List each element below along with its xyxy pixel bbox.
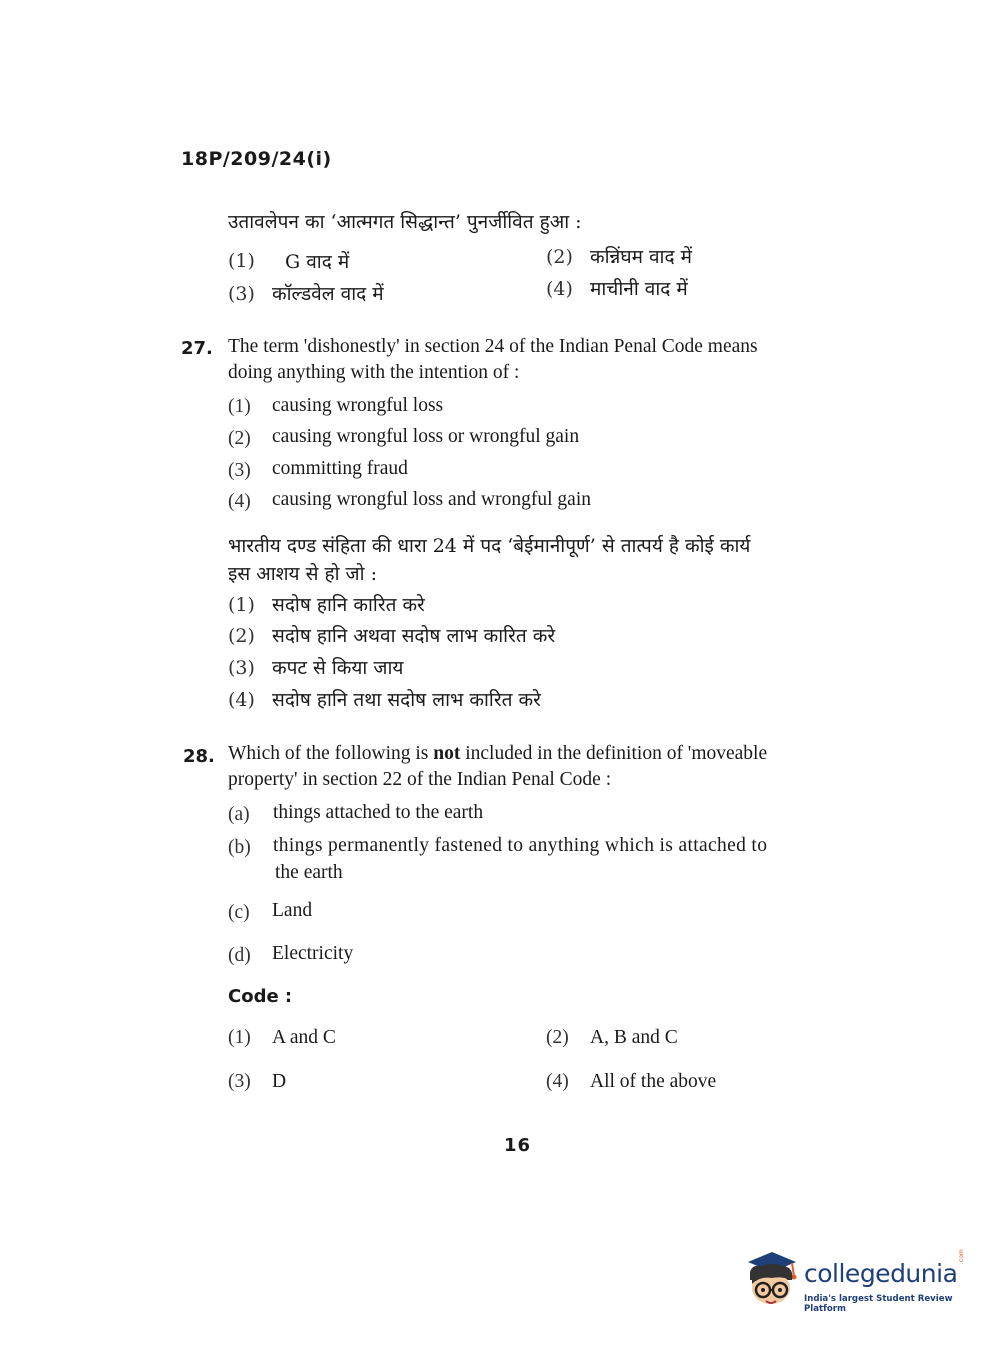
q28-item-b-line2: the earth	[275, 862, 343, 883]
q28-item-text: Electricity	[272, 943, 354, 964]
q28-option-text: All of the above	[590, 1071, 717, 1092]
q27-hindi-option-text: सदोष हानि अथवा सदोष लाभ कारित करे	[272, 625, 556, 647]
q27-number: 27.	[181, 338, 213, 359]
q28-stem-line2: property' in section 22 of the Indian Penal Code :	[228, 769, 612, 790]
q28-option-number: (1)	[228, 1027, 251, 1048]
q26-option-number: (4)	[546, 278, 573, 300]
q28-option-number: (2)	[546, 1027, 569, 1048]
q28-item-letter: (d)	[228, 945, 251, 966]
q28-stem-bold: not	[433, 743, 461, 764]
mascot-icon	[742, 1250, 802, 1310]
paper-code: 18P/209/24(i)	[181, 148, 332, 170]
q28-number: 28.	[183, 746, 215, 767]
q27-option-text: causing wrongful loss	[272, 395, 444, 416]
q28-option-number: (3)	[228, 1071, 251, 1092]
q27-option-text: causing wrongful loss and wrongful gain	[272, 489, 591, 510]
q27-hindi-option-text: कपट से किया जाय	[272, 657, 404, 679]
q28-option-text: D	[272, 1071, 287, 1092]
brand-tagline: India's largest Student Review Platform	[804, 1294, 953, 1314]
q27-option-text: committing fraud	[272, 458, 408, 479]
q27-option-number: (4)	[228, 491, 251, 512]
q28-option-text: A and C	[272, 1027, 336, 1048]
brand-suffix: .com	[958, 1249, 965, 1264]
q27-stem-line2: doing anything with the intention of :	[228, 362, 520, 383]
q28-stem-line1	[228, 743, 767, 765]
q28-item-letter: (b)	[228, 837, 251, 858]
q27-option-text: causing wrongful loss or wrongful gain	[272, 426, 580, 447]
q28-item-letter: (a)	[228, 804, 250, 825]
q26-option-text: G वाद में	[285, 251, 350, 273]
q27-hindi-stem-line2: इस आशय से हो जो :	[228, 563, 378, 585]
q26-option-text: कन्निंघम वाद में	[590, 246, 692, 268]
q27-hindi-stem-line1: भारतीय दण्ड संहिता की धारा 24 में पद ‘बेईमानीपूर्ण’ से तात्पर्य है कोई कार्य	[228, 535, 751, 557]
q27-option-number: (3)	[228, 460, 251, 481]
q27-hindi-option-number: (3)	[228, 657, 255, 679]
q27-hindi-option-number: (1)	[228, 594, 255, 616]
page-number: 16	[504, 1135, 532, 1156]
q26-option-number: (1)	[228, 250, 255, 272]
q28-stem-part2: included in the definition of 'moveable	[465, 743, 768, 764]
q28-item-letter: (c)	[228, 902, 250, 923]
q26-option-number: (3)	[228, 283, 255, 305]
code-label: Code :	[228, 986, 293, 1007]
q27-hindi-option-number: (4)	[228, 689, 255, 711]
q26-option-text: माचीनी वाद में	[590, 278, 688, 300]
q28-item-text: things permanently fastened to anything which is attached to	[273, 835, 768, 856]
q28-option-text: A, B and C	[590, 1027, 678, 1048]
q28-option-number: (4)	[546, 1071, 569, 1092]
q26-option-number: (2)	[546, 246, 573, 268]
q26-hindi-stem: उतावलेपन का ‘आत्मगत सिद्धान्त’ पुनर्जीवित हुआ :	[228, 211, 582, 233]
collegedunia-logo	[742, 1249, 972, 1314]
q27-option-number: (2)	[228, 428, 251, 449]
brand-name: collegedunia	[804, 1259, 958, 1288]
q27-stem-line1: The term 'dishonestly' in section 24 of the Indian Penal Code means	[228, 336, 758, 357]
q28-stem-part1: Which of the following is	[228, 743, 429, 764]
q27-option-number: (1)	[228, 396, 251, 417]
q28-item-text: things attached to the earth	[273, 802, 484, 823]
q27-hindi-option-text: सदोष हानि कारित करे	[272, 594, 425, 616]
q27-hindi-option-text: सदोष हानि तथा सदोष लाभ कारित करे	[272, 689, 541, 711]
q27-hindi-option-number: (2)	[228, 625, 255, 647]
q26-option-text: कॉल्डवेल वाद में	[272, 283, 384, 305]
q28-item-text: Land	[272, 900, 313, 921]
